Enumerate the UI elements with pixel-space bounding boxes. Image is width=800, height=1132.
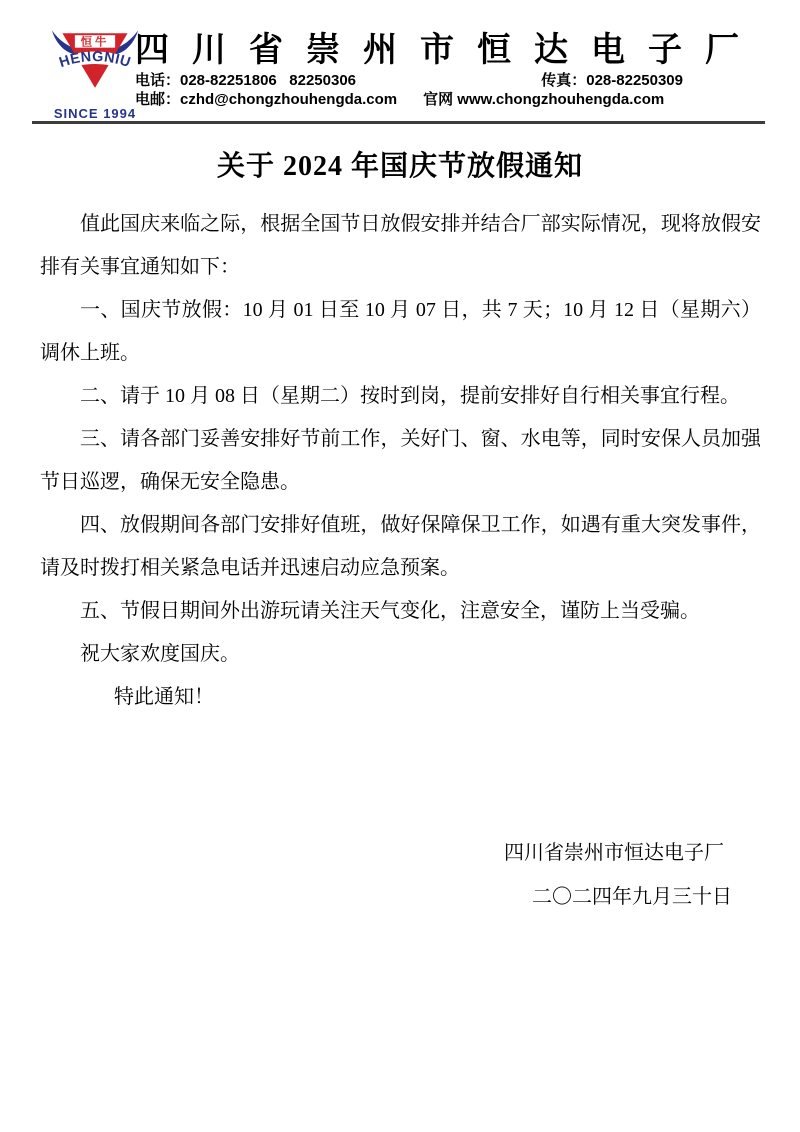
header-divider: [32, 121, 765, 124]
contact-row-email-web: [135, 91, 765, 109]
notice-body: [40, 203, 761, 719]
phone-number: 电话：028-82251806 82250306: [135, 72, 357, 89]
signature-company: 四川省崇州市恒达电子厂: [504, 842, 724, 864]
signature-block: [504, 831, 732, 919]
item-3-pre-holiday-checks: 三、请各部门妥善安排好节前工作，关好门、窗、水电等，同时安保人员加强节日巡逻，确保无安全隐患。: [40, 428, 761, 493]
logo-since-text: SINCE 1994: [53, 106, 137, 121]
contact-row-phone-fax: [135, 72, 765, 90]
contact-info: [135, 72, 765, 109]
hengniu-bull-logo-icon: [49, 26, 141, 100]
company-logo: [45, 26, 145, 121]
letterhead-text: [135, 24, 765, 109]
fax-number: 传真：028-82250309: [541, 72, 683, 89]
closing-notice: 特此通知！: [114, 686, 214, 708]
closing-wish: 祝大家欢度国庆。: [80, 643, 240, 665]
item-4-duty-arrangement: 四、放假期间各部门安排好值班，做好保障保卫工作，如遇有重大突发事件，请及时拨打相关紧急电话并迅速启动应急预案。: [40, 514, 761, 579]
signature-date: 二〇二四年九月三十日: [532, 886, 732, 908]
letterhead: [35, 24, 765, 120]
notice-title: 关于 2024 年国庆节放假通知: [216, 151, 583, 182]
item-5-travel-safety: 五、节假日期间外出游玩请关注天气变化，注意安全，谨防上当受骗。: [80, 600, 700, 622]
company-name: 四川省崇州市恒达电子厂: [135, 32, 762, 69]
logo-brand-cn: 恒牛: [80, 36, 110, 49]
item-2-return-to-work: 二、请于 10 月 08 日（星期二）按时到岗，提前安排好自行相关事宜行程。: [80, 385, 740, 407]
email-address: 电邮：czhd@chongzhouhengda.com: [135, 91, 398, 108]
logo-brand-en: HENGNIU: [57, 48, 133, 72]
item-1-holiday-dates: 一、国庆节放假：10 月 01 日至 10 月 07 日，共 7 天；10 月 12 日（星期六）调休上班。: [40, 299, 761, 364]
intro-paragraph: 值此国庆来临之际，根据全国节日放假安排并结合厂部实际情况，现将放假安排有关事宜通知如下：: [40, 213, 761, 278]
website-url: 官网 www.chongzhouhengda.com: [423, 91, 665, 108]
